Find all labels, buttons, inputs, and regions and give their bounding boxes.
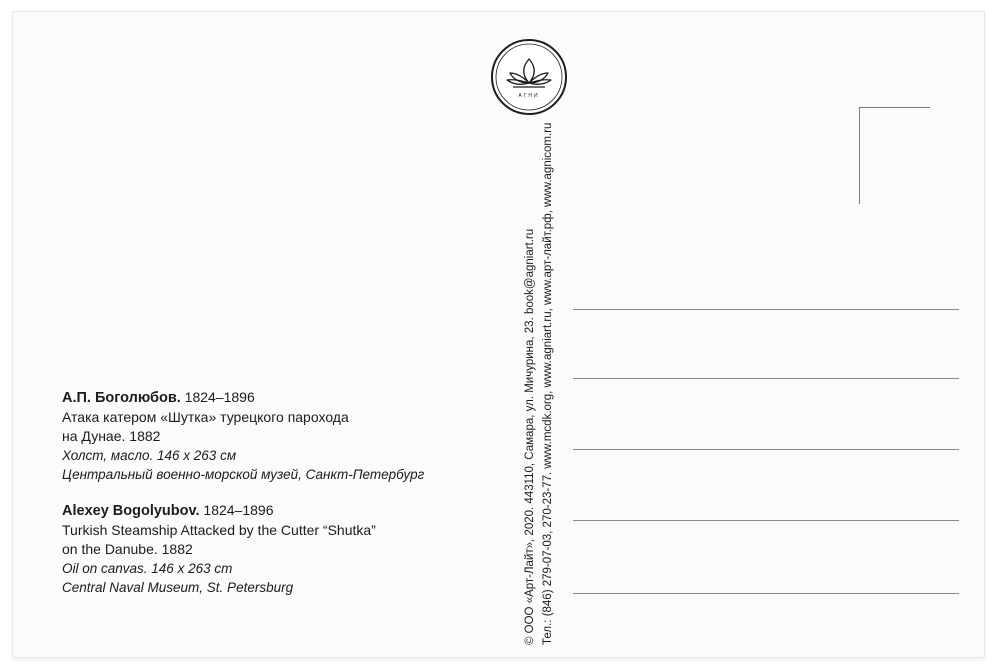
russian-museum: Центральный военно-морской музей, Санкт-Петербург [62, 467, 425, 482]
russian-medium: Холст, масло. 146 x 263 см [62, 448, 237, 463]
english-title-line1: Turkish Steamship Attacked by the Cutter “Shutka” [62, 522, 376, 538]
publisher-line2: Тел.: (846) 279-07-03, 270-23-77. www.mcdk.org, www.agniart.ru, www.арт-лайт.рф, www.agnicom.ru [542, 122, 554, 645]
address-line-4 [573, 520, 959, 521]
english-dates: 1824–1896 [203, 502, 274, 518]
english-caption [62, 501, 376, 597]
english-medium: Oil on canvas. 146 x 263 cm [62, 561, 233, 576]
russian-dates: 1824–1896 [184, 389, 255, 405]
english-museum: Central Naval Museum, St. Petersburg [62, 580, 294, 595]
russian-title-line1: Атака катером «Шутка» турецкого парохода [62, 409, 349, 425]
english-title-line2: on the Danube. 1882 [62, 541, 193, 557]
address-line-5 [573, 593, 959, 594]
russian-author-line [62, 388, 424, 408]
address-line-2 [573, 378, 959, 379]
postcard-back [13, 12, 984, 657]
russian-author: А.П. Боголюбов. [62, 390, 181, 406]
lotus-logo-icon [489, 37, 569, 117]
english-author: Alexey Bogolyubov. [62, 503, 200, 519]
logo-text: АГНИ [518, 93, 540, 99]
russian-caption [62, 388, 424, 484]
english-author-line [62, 501, 376, 521]
address-line-3 [573, 449, 959, 450]
russian-title-line2: на Дунае. 1882 [62, 428, 161, 444]
publisher-line1: © ООО «Арт-Лайт», 2020. 443110, Самара, ул. Мичурина, 23. book@agniart.ru [524, 228, 536, 645]
stamp-box [859, 107, 930, 204]
publisher-info [521, 123, 557, 645]
address-line-1 [573, 309, 959, 310]
